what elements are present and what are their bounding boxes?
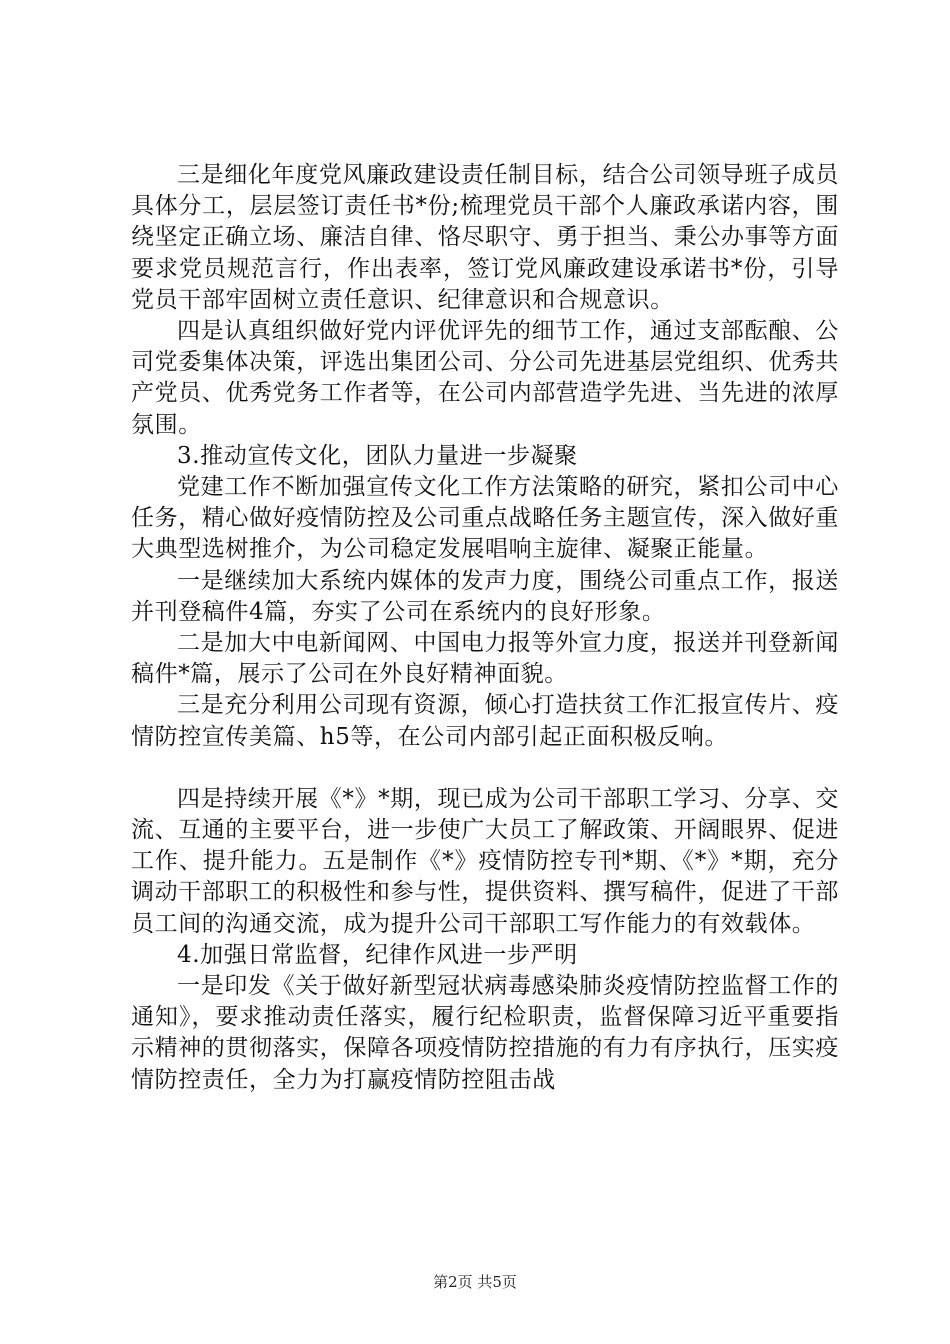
paragraph-resources: 三是充分利用公司现有资源，倾心打造扶贫工作汇报宣传片、疫情防控宣传美篇、h5等，在公司内部引起正面积极反响。: [131, 692, 839, 750]
paragraph-awards-selection: 四是认真组织做好党内评优评先的细节工作，通过支部酝酿、公司党委集体决策，评选出集团公司、分公司先进基层党组织、优秀共产党员、优秀党务工作者等，在公司内部营造学先进、当先进的浓厚氛围。: [131, 318, 839, 438]
paragraph-publicity-intro: 党建工作不断加强宣传文化工作方法策略的研究，紧扣公司中心任务，精心做好疫情防控及公司重点战略任务主题宣传，深入做好重大典型选树推介，为公司稳定发展唱响主旋律、凝聚正能量。: [131, 474, 839, 563]
document-body: [131, 160, 839, 1096]
paragraph-publications: 四是持续开展《*》*期，现已成为公司干部职工学习、分享、交流、互通的主要平台，进一步使广大员工了解政策、开阔眼界、促进工作、提升能力。五是制作《*》疫情防控专刊*期、《*》*期，充分调动干部职工的积极性和参与性，提供资料、撰写稿件，促进了干部员工间的沟通交流，成为提升公司干部职工写作能力的有效载体。: [131, 785, 839, 937]
paragraph-epidemic-notice: 一是印发《关于做好新型冠状病毒感染肺炎疫情防控监督工作的通知》，要求推动责任落实，履行纪检职责，监督保障习近平重要指示精神的贯彻落实，保障各项疫情防控措施的有力有序执行，压实疫情防控责任，全力为打赢疫情防控阻击战: [131, 973, 839, 1093]
section-heading-supervision: 4.加强日常监督，纪律作风进一步严明: [177, 941, 578, 968]
paragraph-external-media: 二是加大中电新闻网、中国电力报等外宣力度，报送并刊登新闻稿件*篇，展示了公司在外良好精神面貌。: [131, 630, 839, 688]
section-heading-publicity: 3.推动宣传文化，团队力量进一步凝聚: [177, 442, 578, 469]
page-number-footer: 第2页 共5页: [433, 1273, 517, 1291]
paragraph-internal-media: 一是继续加大系统内媒体的发声力度，围绕公司重点工作，报送并刊登稿件4篇，夯实了公司在系统内的良好形象。: [131, 567, 839, 625]
paragraph-responsibility-targets: 三是细化年度党风廉政建设责任制目标，结合公司领导班子成员具体分工，层层签订责任书*份;梳理党员干部个人廉政承诺内容，围绕坚定正确立场、廉洁自律、恪尽职守、勇于担当、秉公办事等方面要求党员规范言行，作出表率，签订党风廉政建设承诺书*份，引导党员干部牢固树立责任意识、纪律意识和合规意识。: [131, 162, 839, 313]
